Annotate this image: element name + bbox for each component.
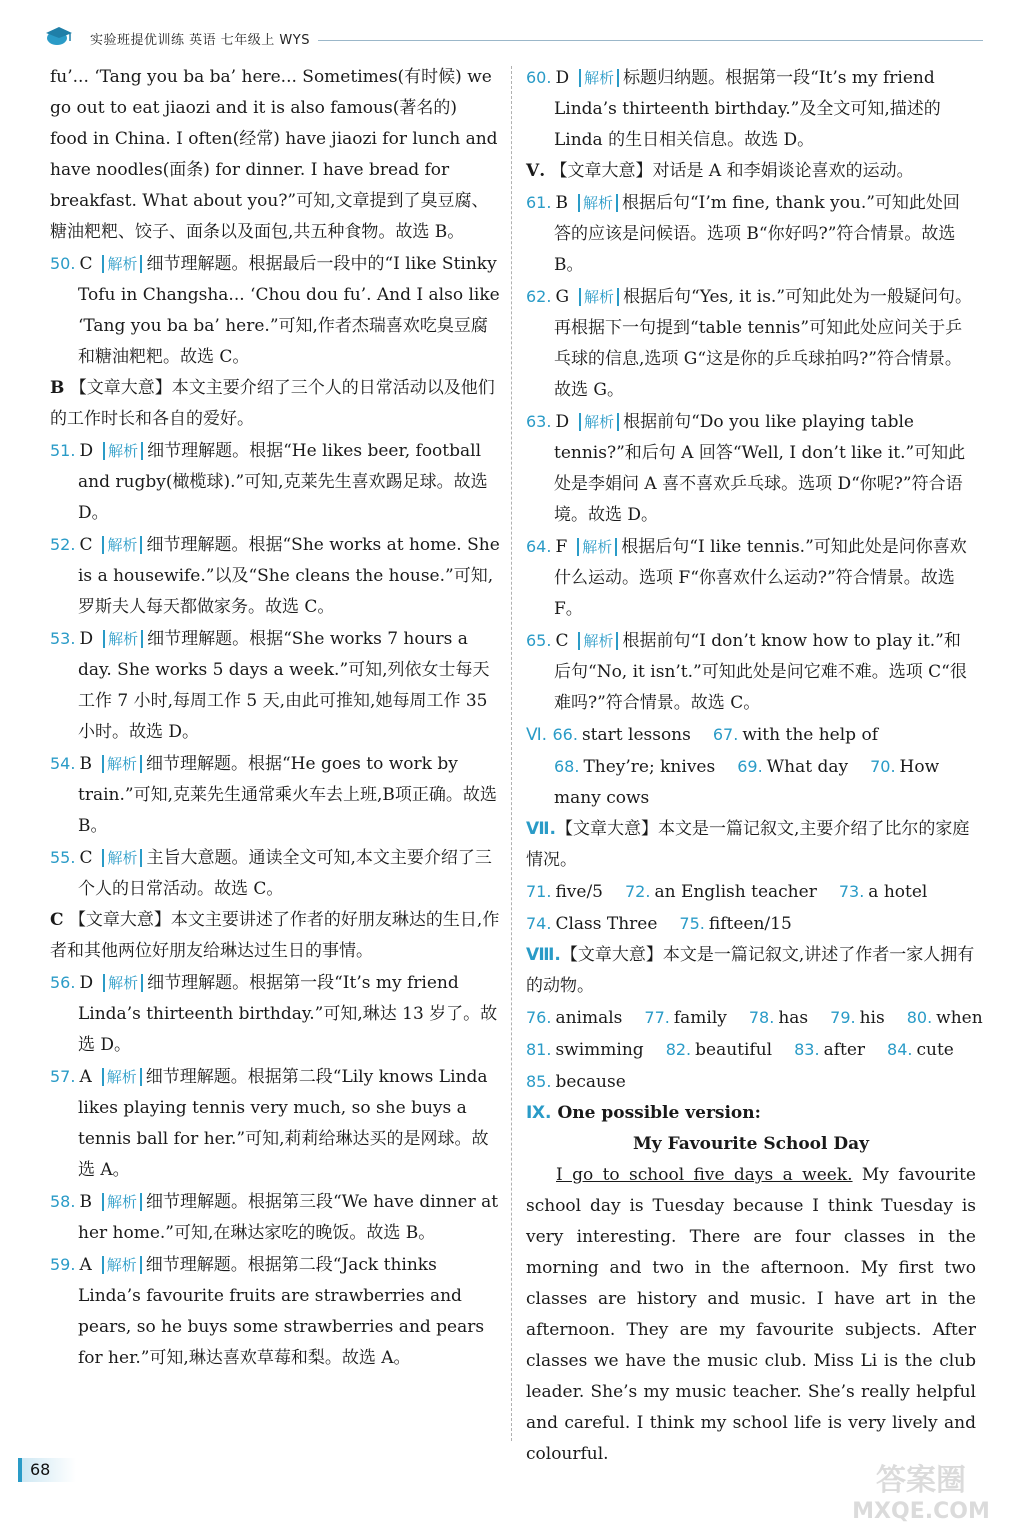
analysis-text: 细节理解题。根据最后一段中的“I like Stinky Tofu in Changsha... ‘Chou dou fu’. And I also like ‘Tang you ba ba’ here.”可知,作者杰瑞喜欢吃臭豆腐和糖油粑粑。故选 C。 <box>78 254 500 367</box>
answer-row <box>526 1002 983 1034</box>
answer-item <box>50 529 500 623</box>
section-7-roman: Ⅶ. <box>526 819 557 839</box>
question-number: 82. <box>665 1040 692 1059</box>
blank-answer <box>526 1008 622 1028</box>
answer-text: They’re; knives <box>583 757 716 777</box>
answer-letter: C <box>79 535 93 555</box>
analysis-text: 根据后句“I like tennis.”可知此处是问你喜欢什么运动。选项 F“你喜欢什么运动?”符合情景。故选 F。 <box>554 537 967 619</box>
question-number: 81. <box>526 1040 552 1059</box>
blank-answer <box>830 1008 885 1028</box>
section-9-label-text: One possible version: <box>557 1103 761 1123</box>
blank-answer <box>625 882 817 902</box>
analysis-text: 细节理解题。根据第二段“Lily knows Linda likes playing tennis very much, so she buys a tennis ball for her.”可知,莉莉给琳达买的是网球。故选 A。 <box>78 1067 489 1180</box>
answer-text: when <box>936 1008 983 1028</box>
essay-first-sentence: I go to school five days a week. <box>556 1165 853 1185</box>
answer-letter: B <box>79 754 92 774</box>
essay-text: My favourite school day is Tuesday because I think Tuesday is very interesting. There are four classes in the morning and two in the afternoon. My first two classes are history and music. I have art in the afternoon. They are my favourite subjects. After classes we have the music club. Miss Li is the club leader. She’s my music teacher. She’s really helpful and careful. I think my school life is very lively and colourful. <box>526 1165 976 1464</box>
passage-label: B <box>50 378 65 398</box>
answer-letter: G <box>555 287 570 307</box>
section-7-intro <box>526 814 976 876</box>
analysis-text: 细节理解题。根据第二段“Jack thinks Linda’s favourite fruits are strawberries and pears, so he buys some strawberries and pears for her.”可知,琳达喜欢草莓和梨。故选 A。 <box>78 1255 485 1368</box>
answer-text: Class Three <box>555 914 658 934</box>
blank-answer <box>526 882 603 902</box>
question-number: 57. <box>50 1067 76 1086</box>
svg-text:MXQE.COM: MXQE.COM <box>852 1499 990 1524</box>
answer-row <box>526 908 976 940</box>
answer-text: fifteen/15 <box>708 914 792 934</box>
question-number: 83. <box>794 1040 820 1059</box>
question-number: 55. <box>50 848 76 867</box>
passage-summary <box>50 373 500 435</box>
passage-summary-text: 【文章大意】本文主要讲述了作者的好朋友琳达的生日,作者和其他两位好朋友给琳达过生日的事情。 <box>50 910 500 961</box>
answer-item <box>526 281 976 406</box>
answer-item <box>50 435 500 529</box>
analysis-text: 主旨大意题。通读全文可知,本文主要介绍了三个人的日常活动。故选 C。 <box>78 848 492 899</box>
answer-item <box>526 625 976 719</box>
essay-title: My Favourite School Day <box>632 1134 870 1154</box>
analysis-tag: 解析 <box>102 1256 142 1274</box>
answer-letter: D <box>555 68 570 88</box>
question-number: 84. <box>887 1040 913 1059</box>
analysis-tag: 解析 <box>103 630 143 648</box>
question-number: 72. <box>625 882 651 901</box>
question-number: 65. <box>526 631 552 650</box>
answer-item <box>526 187 976 281</box>
analysis-text: 根据后句“Yes, it is.”可知此处为一般疑问句。再根据下一句提到“table tennis”可知此处应问关于乒乓球的信息,选项 G“这是你的乒乓球拍吗?”符合情景。故选 G。 <box>554 287 973 400</box>
answer-item <box>50 748 500 842</box>
answer-text: with the help of <box>742 725 878 745</box>
question-number: 56. <box>50 973 76 992</box>
blank-answer <box>554 757 715 777</box>
analysis-tag: 解析 <box>578 194 618 212</box>
blank-answer <box>526 1040 644 1060</box>
analysis-tag: 解析 <box>579 288 619 306</box>
question-number: 50. <box>50 254 76 273</box>
analysis-text: 根据后句“I’m fine, thank you.”可知此处回答的应该是问候语。选项 B“你好吗?”符合情景。故选 B。 <box>554 193 960 275</box>
analysis-text: 细节理解题。根据“She works at home. She is a housewife.”以及“She cleans the house.”可知,罗斯夫人每天都做家务。故选 C。 <box>78 535 500 617</box>
analysis-tag: 解析 <box>102 755 142 773</box>
question-number: 77. <box>644 1008 670 1027</box>
analysis-tag: 解析 <box>579 69 619 87</box>
analysis-tag: 解析 <box>103 974 143 992</box>
question-number: 61. <box>526 193 552 212</box>
section-6-roman: Ⅵ. <box>526 725 548 745</box>
answer-text: has <box>778 1008 809 1028</box>
blank-answer <box>713 725 878 745</box>
blank-answer <box>666 1040 772 1060</box>
answer-text: after <box>823 1040 866 1060</box>
passage-summary-text: 【文章大意】本文主要介绍了三个人的日常活动以及他们的工作时长和各自的爱好。 <box>50 378 495 429</box>
question-number: 76. <box>526 1008 552 1027</box>
answer-letter: A <box>79 1255 92 1275</box>
analysis-tag: 解析 <box>102 536 142 554</box>
right-column <box>526 62 983 1470</box>
answer-text: start lessons <box>581 725 691 745</box>
answer-text: a hotel <box>868 882 928 902</box>
section-8-intro <box>526 940 976 1002</box>
section-9-roman: Ⅸ. <box>526 1103 552 1123</box>
answer-item <box>50 1061 500 1186</box>
section-7-answers <box>526 876 976 940</box>
watermark-logo <box>831 1456 1011 1526</box>
question-number: 54. <box>50 754 76 773</box>
section-7-summary: 【文章大意】本文是一篇记叙文,主要介绍了比尔的家庭情况。 <box>526 819 970 870</box>
blank-answer <box>839 882 928 902</box>
answer-letter: C <box>79 254 93 274</box>
question-number: 64. <box>526 537 552 556</box>
column-divider <box>511 66 512 1441</box>
blank-answer <box>887 1040 954 1060</box>
answer-row <box>526 876 976 908</box>
analysis-tag: 解析 <box>577 538 617 556</box>
passage-summary <box>526 156 976 187</box>
question-number: 75. <box>679 914 705 933</box>
header-rule <box>318 40 983 41</box>
question-number: 66. <box>552 725 578 744</box>
analysis-text: 细节理解题。根据第一段“It’s my friend Linda’s thirteenth birthday.”可知,琳达 13 岁了。故选 D。 <box>78 973 498 1055</box>
answer-letter: B <box>79 1192 92 1212</box>
section-9-label <box>526 1098 976 1129</box>
question-number: 63. <box>526 412 552 431</box>
answer-text: an English teacher <box>654 882 817 902</box>
question-number: 74. <box>526 914 552 933</box>
section-8-answers <box>526 1002 983 1098</box>
answer-row <box>526 1066 976 1098</box>
answer-letter: D <box>79 629 94 649</box>
question-number: 70. <box>870 757 896 776</box>
answer-text: family <box>673 1008 727 1028</box>
answer-text: swimming <box>555 1040 644 1060</box>
answer-letter: D <box>555 412 570 432</box>
answer-text: animals <box>555 1008 623 1028</box>
answer-text: beautiful <box>695 1040 773 1060</box>
question-number: 53. <box>50 629 76 648</box>
analysis-text: 标题归纳题。根据第一段“It’s my friend Linda’s thirteenth birthday.”及全文可知,描述的 Linda 的生日相关信息。故选 D。 <box>554 68 941 150</box>
question-number: 69. <box>737 757 763 776</box>
answer-item <box>50 248 500 373</box>
page-header <box>0 0 1023 56</box>
answer-letter: C <box>79 848 93 868</box>
answer-row <box>526 1034 976 1066</box>
section-6-answers <box>553 725 940 808</box>
question-number: 79. <box>830 1008 856 1027</box>
passage-label: C <box>50 910 64 930</box>
analysis-tag: 解析 <box>579 413 619 431</box>
analysis-text: 细节理解题。根据“She works 7 hours a day. She works 5 days a week.”可知,列依女士每天工作 7 小时,每周工作 5 天,由此可推知,她每周工作 35 小时。故选 D。 <box>78 629 490 742</box>
question-number: 73. <box>838 882 865 901</box>
analysis-tag: 解析 <box>102 1068 142 1086</box>
answer-letter: B <box>555 193 568 213</box>
analysis-tag: 解析 <box>102 255 142 273</box>
question-number: 59. <box>50 1255 76 1274</box>
answer-text: because <box>555 1072 626 1092</box>
answer-text: his <box>859 1008 885 1028</box>
book-title: 实验班提优训练 英语 七年级上 WYS <box>90 33 310 48</box>
section-6 <box>526 719 976 814</box>
answer-text: What day <box>766 757 849 777</box>
question-number: 60. <box>526 68 552 87</box>
answer-text: How many cows <box>554 757 940 808</box>
answer-text: five/5 <box>555 882 603 902</box>
analysis-text: 细节理解题。根据“He likes beer, football and rugby(橄榄球).”可知,克莱先生喜欢踢足球。故选 D。 <box>78 441 488 523</box>
question-number: 68. <box>554 757 580 776</box>
answer-item <box>50 1186 500 1249</box>
blank-answer <box>679 914 791 934</box>
page-number: 68 <box>18 1458 76 1482</box>
blank-answer <box>749 1008 808 1028</box>
continued-explanation: fu’... ‘Tang you ba ba’ here... Sometimes(有时候) we go out to eat jiaozi and it is also famous(著名的) food in China. I often(经常) have jiaozi for lunch and have noodles(面条) for dinner. I have bread for breakfast. What about you?”可知,文章提到了臭豆腐、糖油粑粑、饺子、面条以及面包,共五种食物。故选 B。 <box>50 67 498 242</box>
analysis-text: 根据前句“Do you like playing table tennis?”和后句 A 回答“Well, I don’t like it.”可知此处是李娟问 A 喜不喜欢乒乓球。选项 D“你呢?”符合语境。故选 D。 <box>554 412 966 525</box>
answer-letter: C <box>555 631 569 651</box>
question-number: 71. <box>526 882 552 901</box>
blank-answer <box>644 1008 726 1028</box>
blank-answer <box>526 1072 626 1092</box>
graduation-cap-icon <box>44 24 74 46</box>
question-number: 52. <box>50 535 76 554</box>
left-column <box>50 62 500 1374</box>
answer-letter: A <box>79 1067 92 1087</box>
answer-item <box>50 1249 500 1374</box>
answer-text: cute <box>916 1040 954 1060</box>
blank-answer <box>553 725 691 745</box>
section-8-roman: Ⅷ. <box>526 945 561 965</box>
analysis-text: 细节理解题。根据第三段“We have dinner at her home.”可知,在琳达家吃的晚饭。故选 B。 <box>78 1192 499 1243</box>
answer-item <box>50 623 500 748</box>
answers-60-65 <box>526 62 976 719</box>
svg-text:答案圈: 答案圈 <box>876 1463 966 1498</box>
answer-letter: F <box>555 537 568 557</box>
question-number: 67. <box>712 725 739 744</box>
question-number: 51. <box>50 441 76 460</box>
answer-letter: D <box>79 973 94 993</box>
answer-item <box>526 531 976 625</box>
analysis-tag: 解析 <box>578 632 618 650</box>
analysis-text: 细节理解题。根据“He goes to work by train.”可知,克莱先生通常乘火车去上班,B项正确。故选 B。 <box>78 754 497 836</box>
blank-answer <box>907 1008 983 1028</box>
question-number: 80. <box>906 1008 933 1027</box>
answer-letter: D <box>79 441 94 461</box>
passage-summary-text: 【文章大意】对话是 A 和李娟谈论喜欢的运动。 <box>550 161 914 181</box>
blank-answer <box>794 1040 865 1060</box>
essay-body <box>526 1160 976 1470</box>
analysis-tag: 解析 <box>102 849 142 867</box>
answer-item <box>50 842 500 905</box>
analysis-tag: 解析 <box>103 442 143 460</box>
answer-item <box>526 62 976 156</box>
question-number: 85. <box>526 1072 552 1091</box>
blank-answer <box>737 757 848 777</box>
analysis-text: 根据前句“I don’t know how to play it.”和后句“No, it isn’t.”可知此处是问它难不难。选项 C“很难吗?”符合情景。故选 C。 <box>554 631 967 713</box>
question-number: 58. <box>50 1192 76 1211</box>
passage-label: Ⅴ. <box>526 161 546 181</box>
question-number: 78. <box>748 1008 775 1027</box>
analysis-tag: 解析 <box>102 1193 142 1211</box>
section-8-summary: 【文章大意】本文是一篇记叙文,讲述了作者一家人拥有的动物。 <box>526 945 975 996</box>
passage-summary <box>50 905 500 967</box>
answer-item <box>526 406 976 531</box>
blank-answer <box>526 914 657 934</box>
question-number: 62. <box>526 287 552 306</box>
answer-item <box>50 967 500 1061</box>
